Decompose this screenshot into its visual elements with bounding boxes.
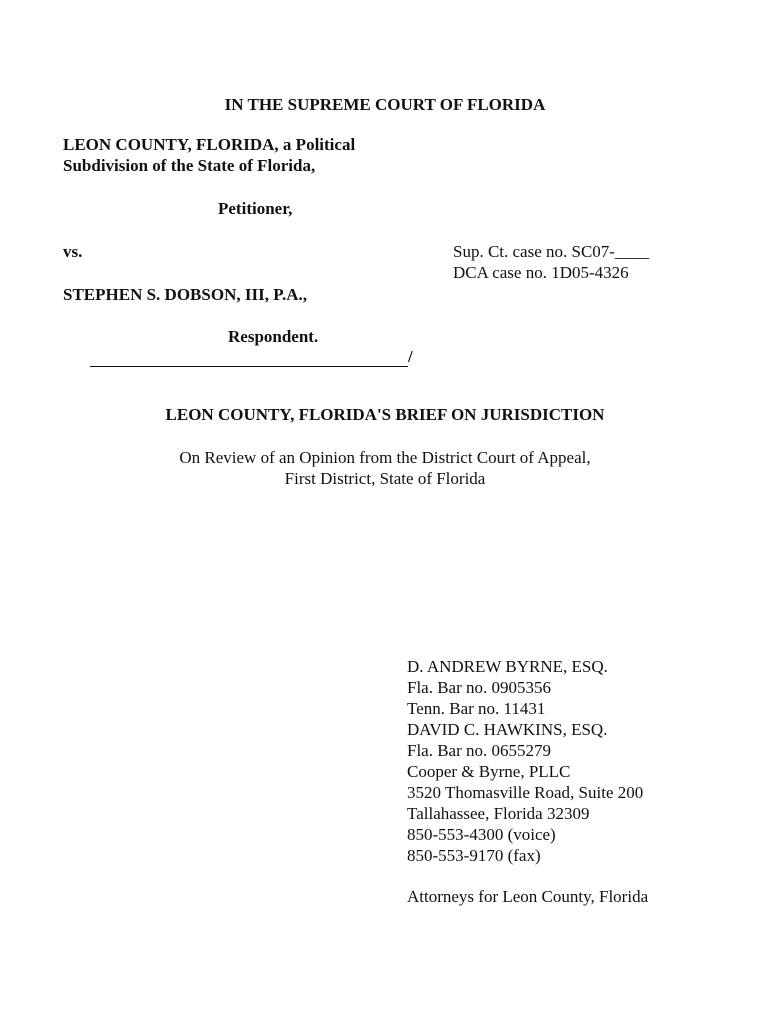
attorney-line: DAVID C. HAWKINS, ESQ. [407,720,608,739]
attorney-line: 850-553-9170 (fax) [407,846,541,865]
attorney-block [407,656,643,866]
review-line: On Review of an Opinion from the District Court of Appeal, [179,448,591,467]
caption-divider [90,346,413,367]
petitioner-name-line: LEON COUNTY, FLORIDA, a Political [63,135,356,154]
attorney-line: 850-553-4300 (voice) [407,825,556,844]
petitioner-name-line: Subdivision of the State of Florida, [63,156,316,175]
attorney-line: Tenn. Bar no. 11431 [407,699,546,718]
attorney-line: Tallahassee, Florida 32309 [407,804,590,823]
attorney-line: D. ANDREW BYRNE, ESQ. [407,657,608,676]
petitioner-label: Petitioner, [218,199,293,218]
versus-label: vs. [63,242,83,261]
case-numbers [453,241,649,283]
court-title: IN THE SUPREME COURT OF FLORIDA [224,95,546,114]
attorney-line: 3520 Thomasville Road, Suite 200 [407,783,644,802]
attorney-line: Fla. Bar no. 0905356 [407,678,552,697]
review-line: First District, State of Florida [284,469,486,488]
brief-title: LEON COUNTY, FLORIDA'S BRIEF ON JURISDICTION [165,405,605,424]
review-description [0,447,770,489]
supreme-court-case-number: Sup. Ct. case no. SC07-____ [453,242,649,261]
respondent-name: STEPHEN S. DOBSON, III, P.A., [63,285,308,304]
caption-underline [90,352,408,367]
respondent-label: Respondent. [228,327,319,346]
petitioner-name [63,134,355,176]
attorneys-for: Attorneys for Leon County, Florida [407,887,649,906]
attorney-line: Fla. Bar no. 0655279 [407,741,552,760]
caption-slash: / [408,347,413,366]
attorney-line: Cooper & Byrne, PLLC [407,762,571,781]
dca-case-number: DCA case no. 1D05-4326 [453,263,629,282]
